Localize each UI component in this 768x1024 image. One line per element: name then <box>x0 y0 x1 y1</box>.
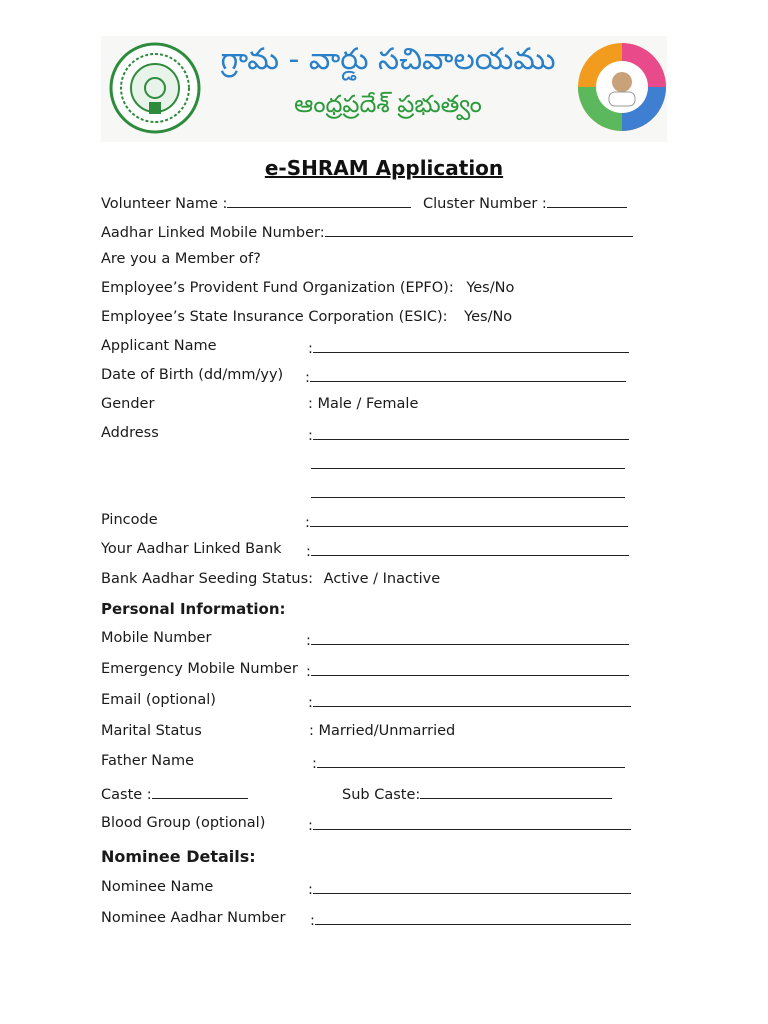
emergency-mobile-blank[interactable] <box>311 661 629 676</box>
epfo-label: Employee’s Provident Fund Organization (EPFO): <box>101 280 454 296</box>
colon: : <box>308 428 313 444</box>
caste-blank[interactable] <box>152 784 248 799</box>
colon: : <box>312 756 317 772</box>
colon: : <box>308 695 313 711</box>
aadhar-bank-blank[interactable] <box>311 541 629 556</box>
colon: : <box>305 515 310 531</box>
nominee-heading: Nominee Details: <box>101 847 256 866</box>
colon: : <box>308 818 313 834</box>
blood-group-field <box>308 815 631 834</box>
header-banner <box>101 36 667 142</box>
cluster-number-blank[interactable] <box>547 193 627 208</box>
seeding-status-label: Bank Aadhar Seeding Status: <box>101 571 314 587</box>
pincode-field <box>305 512 628 531</box>
sub-caste-blank[interactable] <box>420 784 612 799</box>
father-name-label: Father Name <box>101 753 195 769</box>
applicant-name-label: Applicant Name <box>101 338 217 354</box>
caste-label: Caste : <box>101 787 152 803</box>
epfo-row <box>101 280 514 296</box>
dob-blank[interactable] <box>310 367 626 382</box>
volunteer-row <box>101 193 411 212</box>
gender-options[interactable]: : Male / Female <box>308 396 419 412</box>
personal-info-heading: Personal Information: <box>101 600 286 618</box>
epfo-options[interactable]: Yes/No <box>466 280 515 296</box>
sub-caste-label: Sub Caste: <box>342 787 421 803</box>
sub-caste-row <box>342 784 612 803</box>
father-name-field <box>312 753 625 772</box>
cluster-number-label: Cluster Number : <box>423 196 547 212</box>
form-title: e-SHRAM Application <box>264 156 504 180</box>
nominee-aadhar-label: Nominee Aadhar Number <box>101 910 286 926</box>
scheme-badge-icon <box>577 42 667 132</box>
esic-options[interactable]: Yes/No <box>464 309 513 325</box>
government-subtitle: ఆంధ్రప్రదేశ్ ప్రభుత్వం <box>294 90 482 118</box>
aadhar-mobile-row <box>101 222 633 241</box>
volunteer-name-label: Volunteer Name : <box>101 196 228 212</box>
address-field <box>308 425 629 444</box>
address-label: Address <box>101 425 159 441</box>
ap-emblem-icon <box>109 42 201 134</box>
colon: : <box>306 664 311 680</box>
blood-group-label: Blood Group (optional) <box>101 815 266 831</box>
nominee-aadhar-blank[interactable] <box>315 910 631 925</box>
colon: : <box>305 370 310 386</box>
pincode-label: Pincode <box>101 512 158 528</box>
member-of-label: Are you a Member of? <box>101 251 261 267</box>
nominee-name-field <box>308 879 631 898</box>
aadhar-mobile-blank[interactable] <box>325 222 633 237</box>
cluster-row <box>423 193 627 212</box>
colon: : <box>306 544 311 560</box>
esic-row <box>101 309 512 325</box>
marital-status-label: Marital Status <box>101 723 202 739</box>
email-blank[interactable] <box>313 692 631 707</box>
nominee-name-label: Nominee Name <box>101 879 214 895</box>
applicant-name-blank[interactable] <box>313 338 629 353</box>
address-blank-1[interactable] <box>313 425 629 440</box>
nominee-name-blank[interactable] <box>313 879 631 894</box>
seeding-status-options[interactable]: Active / Inactive <box>323 571 441 587</box>
colon: : <box>308 882 313 898</box>
caste-row <box>101 784 248 803</box>
mobile-blank[interactable] <box>311 630 629 645</box>
volunteer-name-blank[interactable] <box>227 193 411 208</box>
esic-label: Employee’s State Insurance Corporation (ESIC): <box>101 309 448 325</box>
address-line-3 <box>311 483 625 502</box>
blood-group-blank[interactable] <box>313 815 631 830</box>
seeding-status-row <box>101 571 440 587</box>
colon: : <box>306 633 311 649</box>
nominee-aadhar-field <box>310 910 631 929</box>
applicant-name-field <box>308 338 629 357</box>
emergency-mobile-label: Emergency Mobile Number <box>101 661 298 677</box>
email-label: Email (optional) <box>101 692 216 708</box>
gender-label: Gender <box>101 396 155 412</box>
mobile-field <box>306 630 629 649</box>
dob-label: Date of Birth (dd/mm/yy) <box>101 367 284 383</box>
mobile-label: Mobile Number <box>101 630 212 646</box>
aadhar-mobile-label: Aadhar Linked Mobile Number: <box>101 225 325 241</box>
colon: : <box>308 341 313 357</box>
aadhar-bank-label: Your Aadhar Linked Bank <box>101 541 282 557</box>
department-title: గ్రామ - వార్డు సచివాలయము <box>220 42 556 77</box>
pincode-blank[interactable] <box>310 512 628 527</box>
address-blank-3[interactable] <box>311 483 625 498</box>
father-name-blank[interactable] <box>317 753 625 768</box>
colon: : <box>310 913 315 929</box>
email-field <box>308 692 631 711</box>
address-line-2 <box>311 454 625 473</box>
aadhar-bank-field <box>306 541 629 560</box>
marital-status-options[interactable]: : Married/Unmarried <box>309 723 456 739</box>
dob-field <box>305 367 626 386</box>
address-blank-2[interactable] <box>311 454 625 469</box>
emergency-mobile-field <box>306 661 629 680</box>
